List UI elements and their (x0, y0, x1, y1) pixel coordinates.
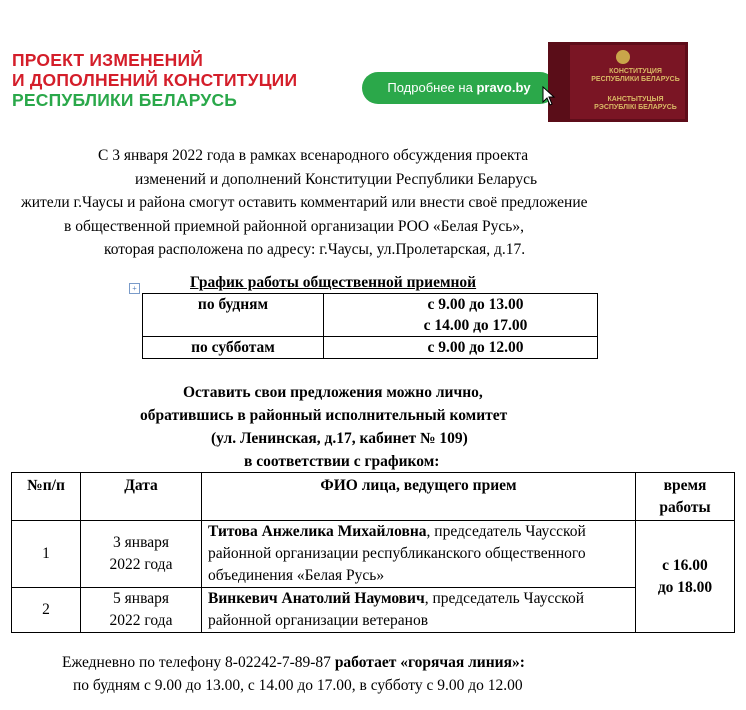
offer-line: (ул. Ленинская, д.17, кабинет № 109) (211, 430, 468, 447)
header-date: Дата (81, 473, 202, 521)
offer-line: в соответствии с графиком: (244, 453, 440, 470)
book-title-by: КАНСТЫТУЦЫЯ РЭСПУБЛІКІ БЕЛАРУСЬ (594, 96, 677, 111)
saturday-label: по субботам (143, 337, 324, 359)
row-date (81, 588, 202, 633)
hotline-paragraph (0, 651, 746, 697)
table-row (12, 588, 735, 633)
row-date-2: 2022 года (109, 556, 173, 573)
offer-line: Оставить свои предложения можно лично, (183, 384, 483, 401)
reception-time-2: до 18.00 (657, 578, 713, 596)
row-date-1: 5 января (113, 590, 169, 607)
person-role: , председатель Чаусской районной организации ветеранов (208, 590, 584, 629)
hotline-line-2: по будням с 9.00 до 13.00, с 14.00 до 17.00, в субботу с 9.00 до 12.00 (73, 677, 523, 694)
reception-time-1: с 16.00 (662, 556, 708, 574)
row-num: 1 (12, 521, 81, 588)
header-time-1: время (663, 477, 707, 494)
weekdays-time-2: с 14.00 до 17.00 (423, 317, 528, 334)
schedule-table (142, 293, 598, 359)
weekdays-label: по будням (143, 294, 324, 337)
constitution-book-image (548, 42, 688, 122)
header-time-2: работы (659, 499, 711, 516)
saturday-time: с 9.00 до 12.00 (324, 337, 598, 359)
button-prefix: Подробнее на (387, 80, 477, 95)
row-date-1: 3 января (113, 534, 169, 551)
intro-line: которая расположена по адресу: г.Чаусы, ул.Пролетарская, д.17. (104, 241, 526, 258)
hotline-line-1 (0, 651, 746, 674)
reception-time (636, 521, 735, 633)
intro-line: жители г.Чаусы и района смогут оставить комментарий или внести своё предложение (21, 194, 588, 211)
person-role: , председатель Чаусской районной организации республиканского общественного объединения «Белая Русь» (208, 523, 586, 584)
hotline-label: работает «горячая линия»: (334, 654, 525, 671)
person-name: Винкевич Анатолий Наумович (208, 590, 425, 607)
hotline-phone-text: Ежедневно по телефону 8-02242-7-89-87 (62, 654, 335, 671)
person-name: Титова Анжелика Михайловна (208, 523, 427, 540)
row-date-2: 2022 года (109, 612, 173, 629)
intro-line: С 3 января 2022 года в рамках всенародного обсуждения проекта (98, 147, 529, 164)
row-person (202, 521, 636, 588)
pointer-cursor-icon (542, 86, 558, 106)
intro-line: в общественной приемной районной организации РОО «Белая Русь», (64, 217, 524, 235)
table-header-row (12, 473, 735, 521)
row-date (81, 521, 202, 588)
pravo-by-link-button[interactable] (362, 72, 556, 104)
intro-paragraph (0, 144, 746, 262)
header-time (636, 473, 735, 521)
offer-paragraph (0, 381, 746, 473)
book-spine (548, 42, 570, 122)
banner-title-line-1: ПРОЕКТ ИЗМЕНЕНИЙ (12, 50, 204, 70)
header-fio: ФИО лица, ведущего прием (202, 473, 636, 521)
weekdays-time-cell (324, 294, 598, 337)
weekdays-time-1: с 9.00 до 13.00 (427, 296, 524, 313)
reception-table (11, 472, 735, 633)
banner-title-line-3: РЕСПУБЛИКИ БЕЛАРУСЬ (12, 90, 238, 110)
emblem-icon (616, 50, 630, 64)
banner-title (12, 50, 297, 110)
offer-line: обратившись в районный исполнительный комитет (140, 407, 508, 424)
table-row (143, 337, 598, 359)
header-num: №п/п (12, 473, 81, 521)
row-num: 2 (12, 588, 81, 633)
button-site: pravo.by (476, 80, 531, 95)
table-row (12, 521, 735, 588)
schedule-title: График работы общественной приемной (190, 274, 477, 291)
table-move-handle-icon[interactable]: + (129, 283, 140, 294)
banner-title-line-2: И ДОПОЛНЕНИЙ КОНСТИТУЦИИ (12, 70, 298, 90)
book-title-ru: КОНСТИТУЦИЯ РЕСПУБЛИКИ БЕЛАРУСЬ (591, 68, 680, 83)
intro-line: изменений и дополнений Конституции Республики Беларусь (135, 170, 538, 188)
row-person (202, 588, 636, 633)
table-row (143, 294, 598, 337)
